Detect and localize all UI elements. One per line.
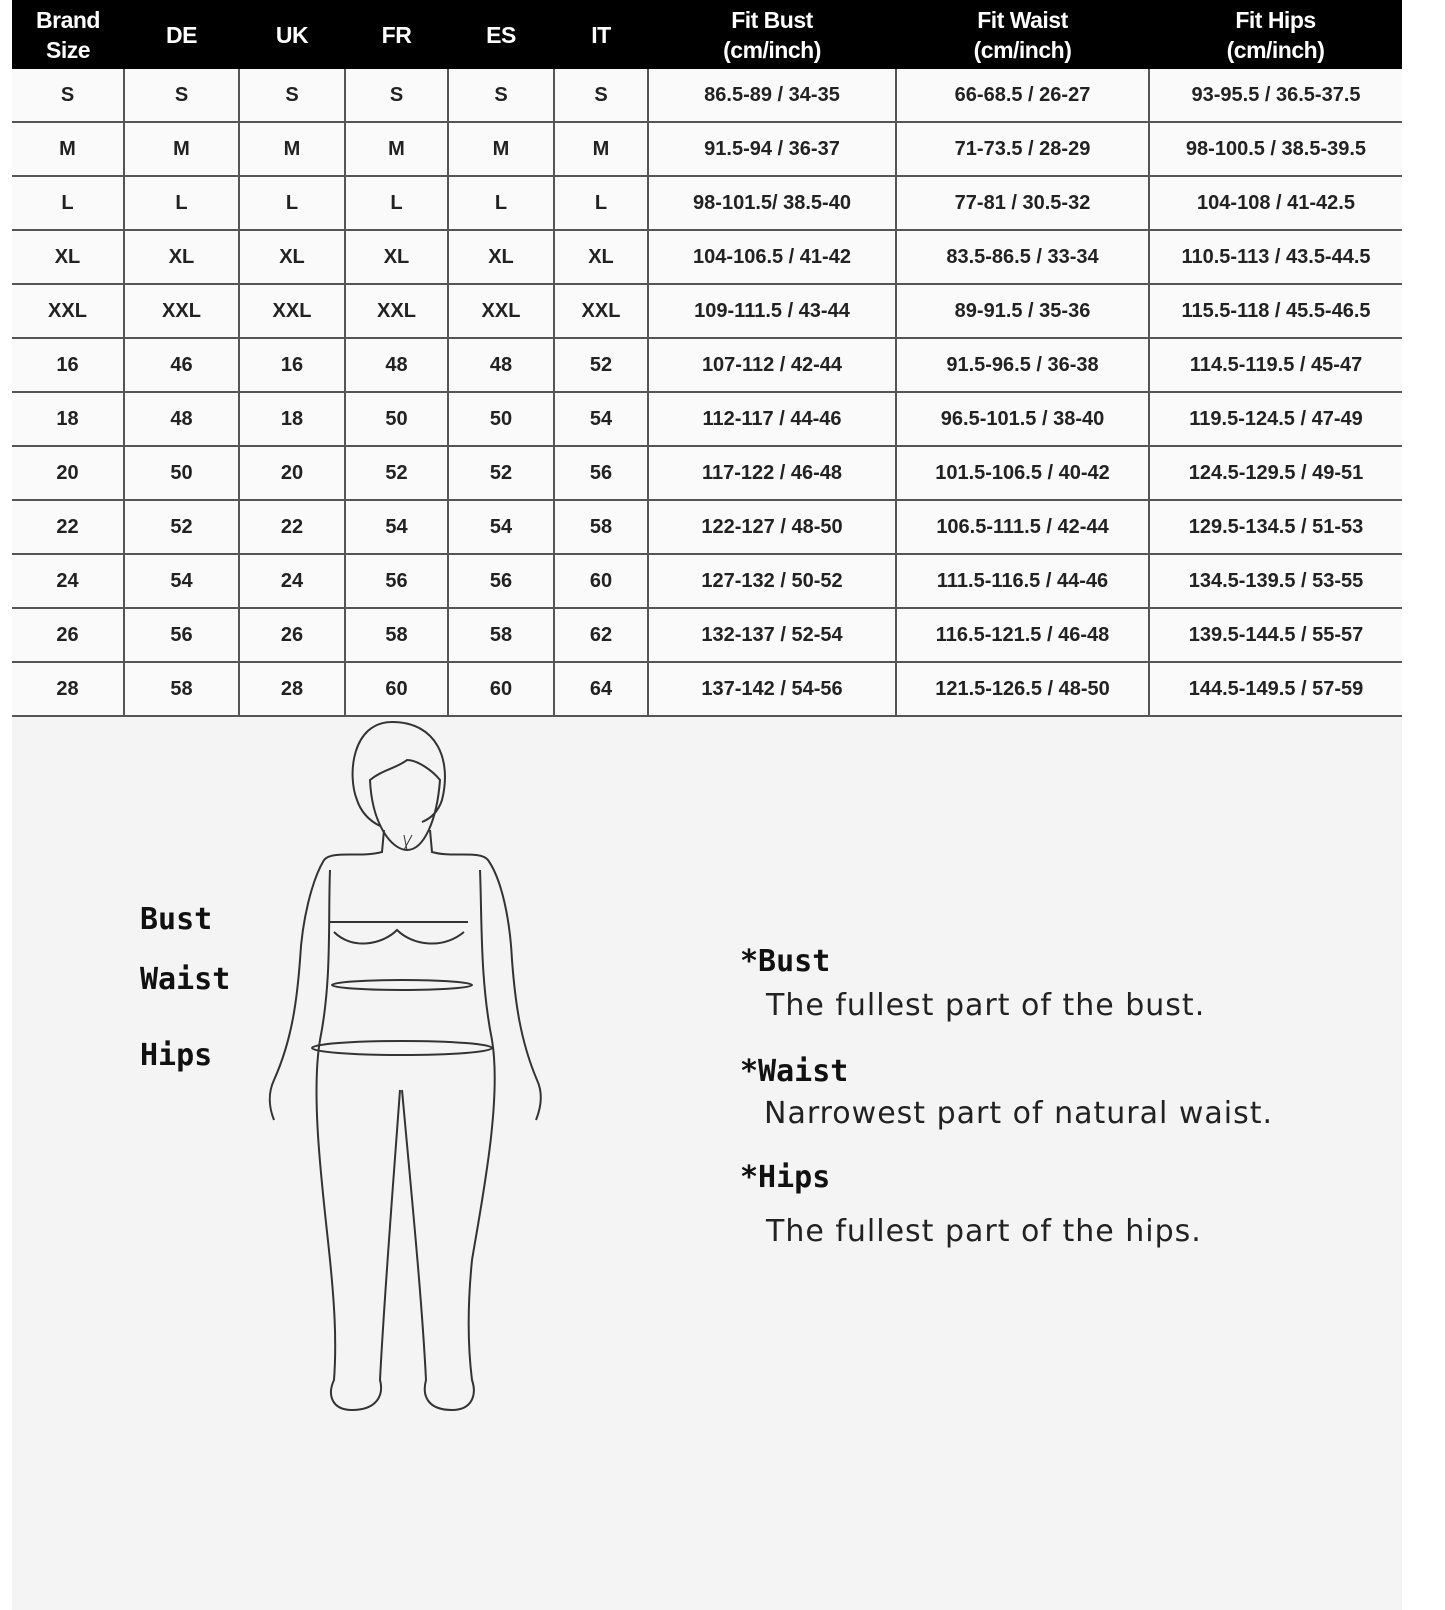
table-cell: 83.5-86.5 / 33-34 (896, 230, 1149, 284)
table-cell: L (448, 176, 554, 230)
table-cell: 111.5-116.5 / 44-46 (896, 554, 1149, 608)
table-cell: 124.5-129.5 / 49-51 (1149, 446, 1402, 500)
table-cell: 56 (345, 554, 448, 608)
figure-label-bust: Bust (140, 902, 213, 937)
table-cell: XXL (239, 284, 345, 338)
table-cell: M (345, 122, 448, 176)
table-cell: L (554, 176, 648, 230)
table-cell: 56 (448, 554, 554, 608)
column-header-line1: Fit Bust (731, 6, 813, 33)
table-cell: 122-127 / 48-50 (648, 500, 896, 554)
table-cell: 48 (448, 338, 554, 392)
table-cell: M (12, 122, 124, 176)
table-cell: S (124, 69, 239, 122)
table-cell: 56 (554, 446, 648, 500)
table-cell: 60 (554, 554, 648, 608)
table-cell: 54 (448, 500, 554, 554)
table-cell: S (448, 69, 554, 122)
table-cell: 91.5-94 / 36-37 (648, 122, 896, 176)
table-cell: 77-81 / 30.5-32 (896, 176, 1149, 230)
table-cell: 22 (239, 500, 345, 554)
column-header-line2: (cm/inch) (723, 36, 821, 63)
table-cell: 107-112 / 42-44 (648, 338, 896, 392)
table-cell: M (124, 122, 239, 176)
guide-hips-title: *Hips (740, 1160, 831, 1195)
table-cell: 71-73.5 / 28-29 (896, 122, 1149, 176)
table-cell: 52 (448, 446, 554, 500)
table-cell: 52 (345, 446, 448, 500)
table-cell: 58 (554, 500, 648, 554)
table-cell: 101.5-106.5 / 40-42 (896, 446, 1149, 500)
table-cell: 28 (239, 662, 345, 716)
table-cell: 109-111.5 / 43-44 (648, 284, 896, 338)
table-cell: 26 (239, 608, 345, 662)
table-cell: S (239, 69, 345, 122)
table-cell: M (554, 122, 648, 176)
column-header-line1: FR (381, 21, 412, 48)
table-cell: 24 (239, 554, 345, 608)
table-cell: XL (12, 230, 124, 284)
guide-bust-title: *Bust (740, 944, 831, 979)
table-cell: 22 (12, 500, 124, 554)
table-cell: 60 (448, 662, 554, 716)
table-cell: 62 (554, 608, 648, 662)
table-cell: 127-132 / 50-52 (648, 554, 896, 608)
table-cell: S (554, 69, 648, 122)
table-cell: 50 (345, 392, 448, 446)
table-cell: 52 (554, 338, 648, 392)
table-cell: 64 (554, 662, 648, 716)
table-cell: 60 (345, 662, 448, 716)
table-cell: XXL (345, 284, 448, 338)
table-cell: 144.5-149.5 / 57-59 (1149, 662, 1402, 716)
table-cell: S (345, 69, 448, 122)
column-header-line1: IT (591, 21, 611, 48)
table-cell: L (345, 176, 448, 230)
body-measurement-figure (12, 0, 1402, 1610)
table-cell: L (124, 176, 239, 230)
size-chart (12, 0, 1402, 1610)
table-cell: 48 (345, 338, 448, 392)
table-cell: 89-91.5 / 35-36 (896, 284, 1149, 338)
table-cell: 46 (124, 338, 239, 392)
figure-label-waist: Waist (140, 962, 231, 997)
guide-waist-text: Narrowest part of natural waist. (764, 1096, 1274, 1131)
table-cell: 132-137 / 52-54 (648, 608, 896, 662)
table-cell: 106.5-111.5 / 42-44 (896, 500, 1149, 554)
table-cell: 26 (12, 608, 124, 662)
table-cell: 50 (448, 392, 554, 446)
table-cell: XXL (448, 284, 554, 338)
table-cell: 98-100.5 / 38.5-39.5 (1149, 122, 1402, 176)
table-cell: 117-122 / 46-48 (648, 446, 896, 500)
table-cell: 54 (124, 554, 239, 608)
table-cell: 115.5-118 / 45.5-46.5 (1149, 284, 1402, 338)
table-cell: 137-142 / 54-56 (648, 662, 896, 716)
column-header-line1: Fit Hips (1235, 6, 1316, 33)
table-cell: L (12, 176, 124, 230)
table-cell: 50 (124, 446, 239, 500)
column-header-line1: Fit Waist (977, 6, 1068, 33)
table-cell: 52 (124, 500, 239, 554)
table-cell: 54 (554, 392, 648, 446)
table-cell: 93-95.5 / 36.5-37.5 (1149, 69, 1402, 122)
table-cell: XL (554, 230, 648, 284)
column-header-line1: UK (275, 21, 309, 48)
table-cell: 54 (345, 500, 448, 554)
table-cell: 20 (239, 446, 345, 500)
table-cell: 116.5-121.5 / 46-48 (896, 608, 1149, 662)
table-cell: XXL (12, 284, 124, 338)
column-header-line2: (cm/inch) (1226, 36, 1325, 63)
table-cell: M (448, 122, 554, 176)
column-header-line1: Brand (36, 6, 100, 33)
table-cell: 16 (12, 338, 124, 392)
table-cell: XL (448, 230, 554, 284)
table-cell: 134.5-139.5 / 53-55 (1149, 554, 1402, 608)
table-cell: 18 (12, 392, 124, 446)
table-cell: 18 (239, 392, 345, 446)
column-header-line1: DE (166, 21, 197, 48)
table-cell: 112-117 / 44-46 (648, 392, 896, 446)
table-cell: XXL (124, 284, 239, 338)
guide-hips-text: The fullest part of the hips. (766, 1214, 1202, 1249)
table-cell: 114.5-119.5 / 45-47 (1149, 338, 1402, 392)
table-cell: 48 (124, 392, 239, 446)
table-cell: 110.5-113 / 43.5-44.5 (1149, 230, 1402, 284)
table-cell: 16 (239, 338, 345, 392)
table-cell: XL (124, 230, 239, 284)
table-cell: XL (239, 230, 345, 284)
table-cell: 58 (448, 608, 554, 662)
table-cell: 86.5-89 / 34-35 (648, 69, 896, 122)
table-cell: 24 (12, 554, 124, 608)
table-cell: 96.5-101.5 / 38-40 (896, 392, 1149, 446)
table-cell: S (12, 69, 124, 122)
column-header-line2: Size (45, 36, 91, 63)
guide-waist-title: *Waist (740, 1054, 849, 1089)
guide-bust-text: The fullest part of the bust. (766, 988, 1206, 1023)
table-cell: 58 (124, 662, 239, 716)
table-cell: 58 (345, 608, 448, 662)
table-cell: 98-101.5/ 38.5-40 (648, 176, 896, 230)
table-cell: 66-68.5 / 26-27 (896, 69, 1149, 122)
column-header-line2: (cm/inch) (973, 36, 1072, 63)
table-cell: M (239, 122, 345, 176)
table-cell: 119.5-124.5 / 47-49 (1149, 392, 1402, 446)
table-cell: 28 (12, 662, 124, 716)
column-header-line1: ES (486, 21, 516, 48)
table-cell: L (239, 176, 345, 230)
table-cell: 91.5-96.5 / 36-38 (896, 338, 1149, 392)
table-cell: 56 (124, 608, 239, 662)
table-cell: XL (345, 230, 448, 284)
table-cell: 104-106.5 / 41-42 (648, 230, 896, 284)
table-cell: 121.5-126.5 / 48-50 (896, 662, 1149, 716)
table-cell: 129.5-134.5 / 51-53 (1149, 500, 1402, 554)
table-cell: 20 (12, 446, 124, 500)
table-cell: 139.5-144.5 / 55-57 (1149, 608, 1402, 662)
figure-label-hips: Hips (140, 1038, 213, 1073)
table-cell: 104-108 / 41-42.5 (1149, 176, 1402, 230)
table-cell: XXL (554, 284, 648, 338)
